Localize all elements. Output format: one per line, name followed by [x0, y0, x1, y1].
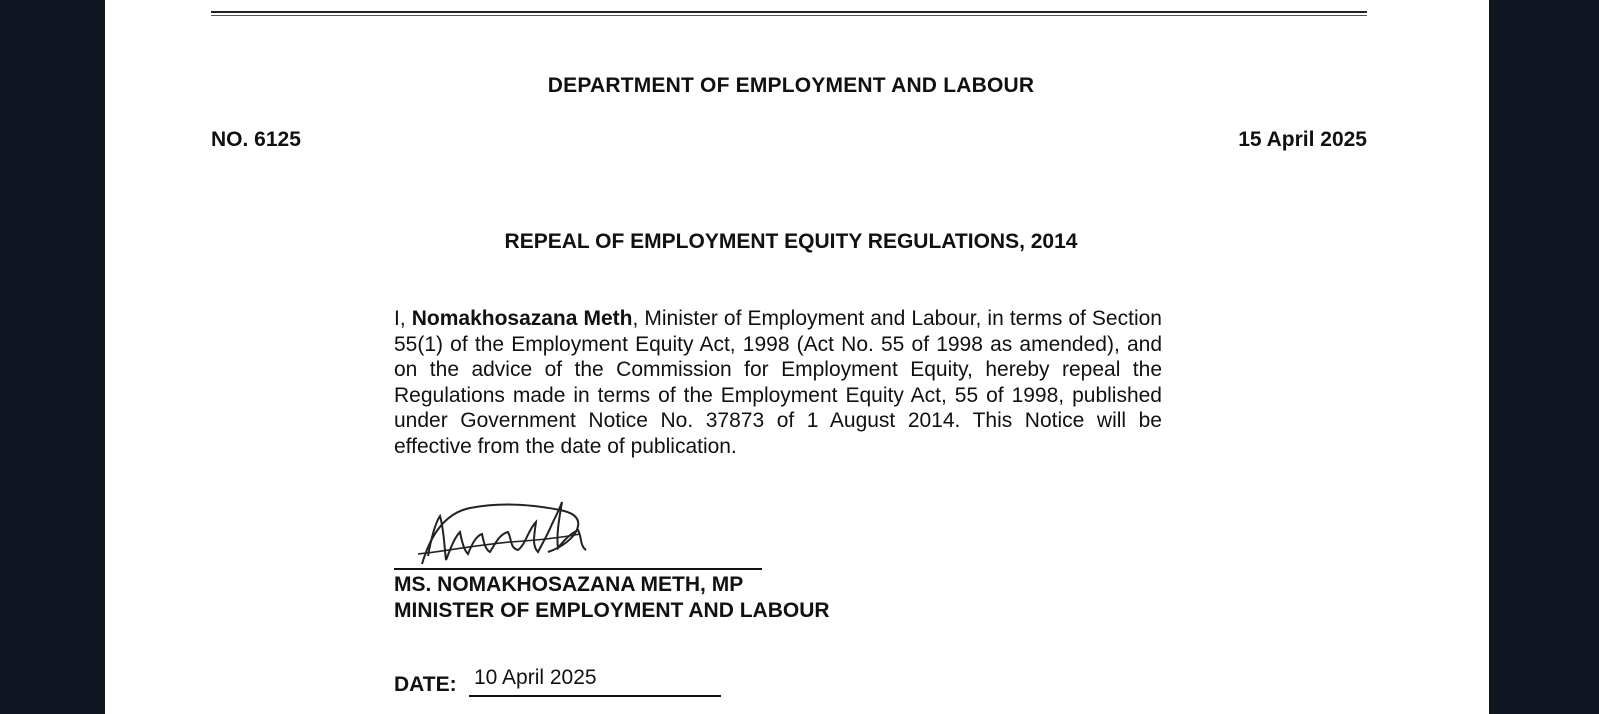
- document-page: [105, 0, 1489, 714]
- signature-line: [394, 568, 762, 570]
- header-rule: [211, 11, 1367, 13]
- handwritten-signature: [410, 494, 700, 572]
- date-line: [469, 695, 721, 697]
- body-text: , Minister of Employment and Labour, in terms of Section 55(1) of the Employment Equity Act, 1998 (Act No. 55 of 1998 as amended), and on the advice of the Commission for Employment Equity, hereby repeal the Regulations made in terms of the Employment Equity Act, 55 of 1998, published under Government Notice No. 37873 of 1 August 2014. This Notice will be effective from the date of publication.: [394, 307, 1162, 458]
- date-label: DATE:: [394, 673, 457, 696]
- signer-block: [394, 572, 830, 623]
- signer-name: MS. NOMAKHOSAZANA METH, MP: [394, 573, 744, 596]
- notice-number: NO. 6125: [211, 128, 301, 151]
- header-rule-thin: [211, 15, 1367, 16]
- body-intro: I,: [394, 307, 412, 330]
- minister-name: Nomakhosazana Meth: [411, 307, 633, 330]
- notice-title: REPEAL OF EMPLOYMENT EQUITY REGULATIONS, 2014: [504, 230, 1078, 253]
- department-heading: DEPARTMENT OF EMPLOYMENT AND LABOUR: [547, 74, 1035, 97]
- date-value: 10 April 2025: [474, 666, 597, 689]
- notice-date: 15 April 2025: [1238, 128, 1367, 151]
- signer-title: MINISTER OF EMPLOYMENT AND LABOUR: [394, 598, 830, 622]
- notice-body: [394, 306, 1162, 459]
